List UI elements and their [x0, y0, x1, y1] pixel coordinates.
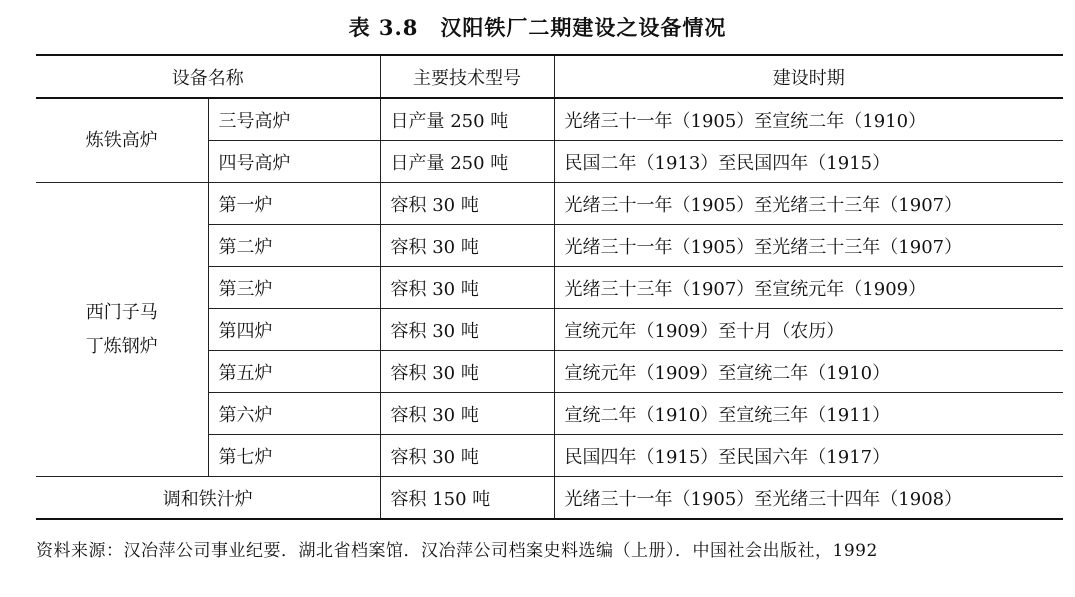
table-title: 表 3.8 汉阳铁厂二期建设之设备情况 [348, 15, 727, 40]
row-item: 第四炉 [208, 309, 380, 351]
row-period: 光绪三十一年（1905）至光绪三十三年（1907） [554, 183, 1063, 225]
group-name-siemens-martin-furnace [36, 183, 208, 477]
row-item: 第五炉 [208, 351, 380, 393]
row-period: 宣统二年（1910）至宣统三年（1911） [554, 393, 1063, 435]
row-spec: 容积 30 吨 [380, 225, 554, 267]
table-row [36, 477, 1063, 520]
group-name-mixer-furnace: 调和铁汁炉 [36, 477, 380, 520]
row-spec: 日产量 250 吨 [380, 141, 554, 183]
row-item: 第二炉 [208, 225, 380, 267]
header-technical-spec: 主要技术型号 [380, 55, 554, 98]
row-spec: 日产量 250 吨 [380, 98, 554, 141]
source-note: 资料来源：汉冶萍公司事业纪要．湖北省档案馆．汉冶萍公司档案史料选编（上册）．中国社会出版社，1992 [36, 541, 878, 561]
group-name-ironmaking-furnace: 炼铁高炉 [36, 98, 208, 183]
row-spec: 容积 30 吨 [380, 351, 554, 393]
row-item: 第七炉 [208, 435, 380, 477]
row-item: 第六炉 [208, 393, 380, 435]
header-equipment-name: 设备名称 [36, 55, 380, 98]
row-period: 光绪三十一年（1905）至宣统二年（1910） [554, 98, 1063, 141]
row-period: 光绪三十三年（1907）至宣统元年（1909） [554, 267, 1063, 309]
row-item: 三号高炉 [208, 98, 380, 141]
row-period: 宣统元年（1909）至宣统二年（1910） [554, 351, 1063, 393]
header-construction-period: 建设时期 [554, 55, 1063, 98]
row-spec: 容积 30 吨 [380, 183, 554, 225]
table-row [36, 183, 1063, 225]
row-spec: 容积 30 吨 [380, 267, 554, 309]
row-spec: 容积 150 吨 [380, 477, 554, 520]
row-period: 光绪三十一年（1905）至光绪三十三年（1907） [554, 225, 1063, 267]
row-period: 民国二年（1913）至民国四年（1915） [554, 141, 1063, 183]
row-period: 民国四年（1915）至民国六年（1917） [554, 435, 1063, 477]
row-spec: 容积 30 吨 [380, 309, 554, 351]
row-item: 第一炉 [208, 183, 380, 225]
row-spec: 容积 30 吨 [380, 393, 554, 435]
table-row [36, 98, 1063, 141]
row-period: 宣统元年（1909）至十月（农历） [554, 309, 1063, 351]
row-period: 光绪三十一年（1905）至光绪三十四年（1908） [554, 477, 1063, 520]
group-name-line-1: 西门子马 [85, 301, 158, 323]
equipment-table [36, 54, 1063, 520]
row-spec: 容积 30 吨 [380, 435, 554, 477]
row-item: 四号高炉 [208, 141, 380, 183]
group-name-line-2: 丁炼钢炉 [85, 335, 158, 357]
table-header-row [36, 55, 1063, 98]
row-item: 第三炉 [208, 267, 380, 309]
